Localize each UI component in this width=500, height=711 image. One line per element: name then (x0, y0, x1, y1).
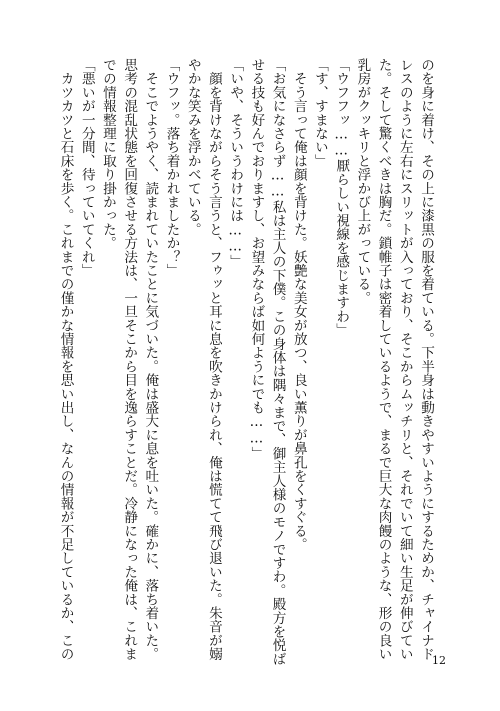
text-line: 乳房がクッキリと浮かび上がっている。 (354, 58, 371, 305)
text-line: た。そして驚くべきは胸だ。鎖帷子は密着しているようで、まるで巨大な肉饅のような、形の良い (375, 58, 392, 661)
text-line: での情報整理に取り掛かった。 (99, 58, 116, 250)
text-line: 思考の混乱状態を回復させる方法は、一旦そこから目を逸らすことだ。冷静になった俺は、これま (121, 58, 138, 661)
text-line: レスのように左右にスリットが入っており、そこからムッチリと、それでいて細い生足が伸びてい (396, 58, 413, 661)
text-line: 「ウフッ。落ち着かれましたか？」 (163, 58, 180, 278)
body-text-column (54, 58, 436, 666)
text-line: やかな笑みを浮かべている。 (184, 58, 201, 237)
text-line: カツカツと石床を歩く。これまでの僅かな情報を思い出し、なんの情報が不足しているか、この (57, 58, 74, 661)
page-number: 12 (432, 654, 446, 667)
text-line: 顔を背けながらそう言うと、フゥッと耳に息を吹きかけられ、俺は慌てて飛び退いた。朱音が嫋 (205, 58, 222, 661)
text-line: 「ウフフッ……厭らしい視線を感じますわ」 (333, 58, 350, 337)
text-line: そう言って俺は顔を背けた。妖艶な美女が放つ、良い薫りが鼻孔をくすぐる。 (290, 58, 307, 552)
text-line: 「悪いが一分間、待っていてくれ」 (78, 58, 95, 278)
text-line: 「お気になさらず……私は主人の下僕。この身体は隅々まで、御主人様のモノですわ。殿方を悦ば (269, 58, 286, 666)
text-line: せる技も好んでおりますし、お望みならば如何ようにでも……」 (248, 58, 265, 461)
text-line: のを身に着け、その上に漆黒の服を着ている。下半身は動きやすいようにするためか、チャイナド (418, 58, 434, 661)
text-line: 「いや、そういうわけには……」 (227, 58, 244, 269)
text-line: 「す、すまない」 (311, 58, 328, 168)
text-line: そこでようやく、読まれていたことに気づいた。俺は盛大に息を吐いた。確かに、落ち着いた。 (142, 58, 159, 661)
